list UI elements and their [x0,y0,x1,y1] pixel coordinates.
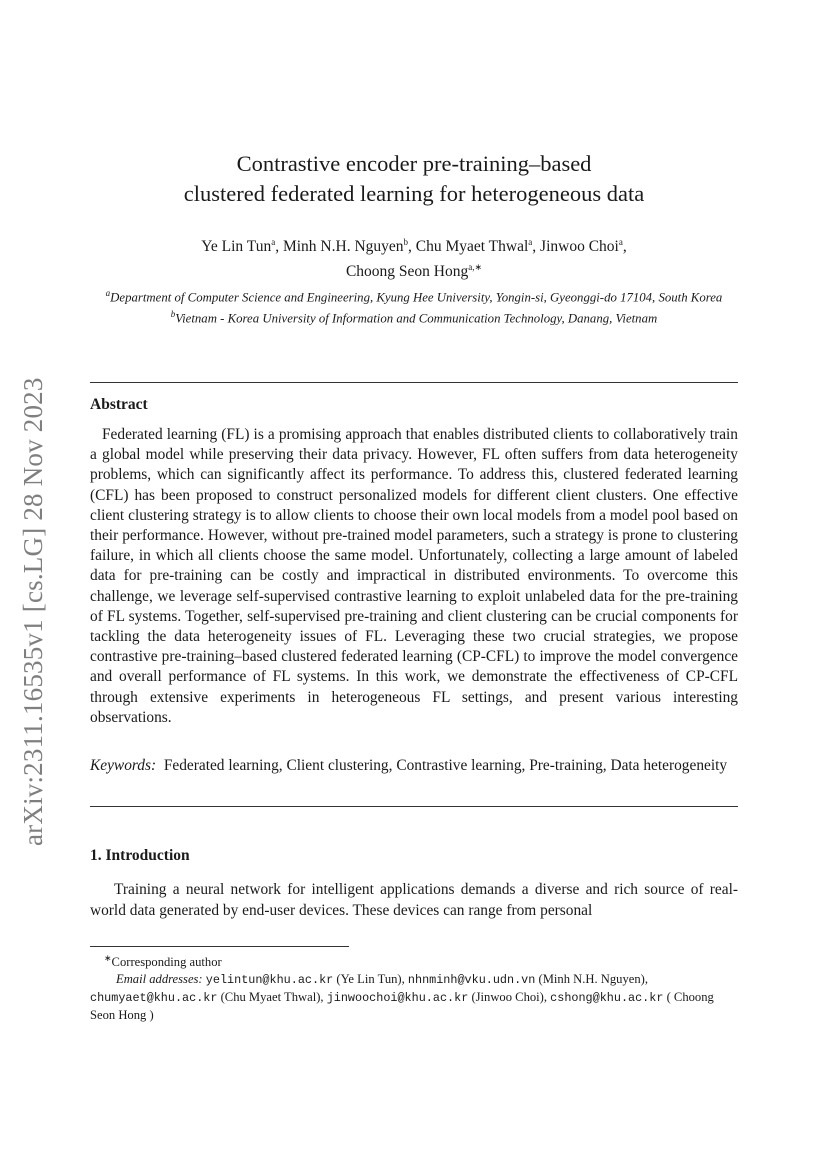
affiliation-a [90,285,738,306]
title-line-2: clustered federated learning for heterogeneous data [183,181,645,206]
email-link[interactable]: jinwoochoi@khu.ac.kr [326,991,469,1006]
footnote-corresponding [90,950,738,971]
email-label: Email addresses: [116,972,203,987]
footnote [90,950,738,1024]
email-owner: (Minh N.H. Nguyen), [538,972,648,987]
affiliations [90,285,738,327]
email-owner: (Jinwoo Choi), [471,990,551,1005]
affiliation-b [90,306,738,327]
keywords-text: Federated learning, Client clustering, Contrastive learning, Pre-training, Data heterogeneity [163,757,728,774]
author-affiliation-mark: b [403,237,409,247]
author-separator: , [532,238,541,256]
author-name: Minh N.H. Nguyen [282,238,404,256]
introduction-text: Training a neural network for intelligent applications demands a diverse and rich source of real-world data generated by end-user devices. These devices can range from personal [90,881,738,919]
author-name: Chu Myaet Thwal [415,238,529,256]
affiliation-mark: b [170,308,176,319]
email-link[interactable]: chumyaet@khu.ac.kr [90,991,218,1006]
footnote-corresponding-text: Corresponding author [111,955,222,970]
footnote-emails [90,971,738,1024]
affiliation-text: Department of Computer Science and Engineering, Kyung Hee University, Yongin-si, Gyeonggi-do 17104, South Korea [110,290,723,305]
abstract-bottom-rule [90,806,738,807]
author-name: Ye Lin Tun [201,238,272,256]
affiliation-text: Vietnam - Korea University of Information and Communication Technology, Danang, Vietnam [175,311,658,326]
author-affiliation-mark: a [618,237,623,247]
arxiv-identifier: arXiv:2311.16535v1 [cs.LG] 28 Nov 2023 [18,377,48,846]
author-affiliation-mark: a [271,237,276,247]
footnote-mark: ∗ [104,953,112,963]
keywords [90,756,738,776]
email-link[interactable]: nhnminh@vku.udn.vn [407,973,536,988]
author-line-1 [90,232,738,257]
title-line-1: Contrastive encoder pre-training–based [236,151,592,176]
author-separator: , [408,238,416,256]
email-owner: (Chu Myaet Thwal), [220,990,327,1005]
email-link[interactable]: yelintun@khu.ac.kr [205,973,334,988]
affiliation-mark: a [105,288,111,298]
section-heading-introduction: 1. Introduction [90,847,190,864]
abstract-top-rule [90,382,738,383]
author-list [90,232,738,282]
author-affiliation-mark: a,∗ [468,262,483,273]
author-name: Jinwoo Choi [540,238,619,256]
paper-title [90,149,738,209]
footnote-rule [90,946,349,947]
author-separator: , [622,238,627,256]
author-separator: , [275,238,283,256]
author-affiliation-mark: a [528,237,533,247]
email-link[interactable]: cshong@khu.ac.kr [550,991,664,1006]
author-line-2 [90,257,738,282]
email-owner: ( Choong Seon Hong ) [90,990,714,1023]
keywords-label: Keywords: [90,757,157,774]
email-owner: (Ye Lin Tun), [336,972,408,987]
author-name: Choong Seon Hong [345,263,469,281]
abstract-text: Federated learning (FL) is a promising approach that enables distributed clients to collaboratively train a global model while preserving their data privacy. However, FL often suffers from data heterogeneity problems, which can significantly affect its performance. To address this, clustered federated learning (CFL) has been proposed to construct personalized models for different client clusters. One effective client clustering strategy is to allow clients to choose their own local models from a model pool based on their performance. However, without pre-trained model parameters, such a strategy is prone to clustering failure, in which all clients choose the same model. Unfortunately, collecting a large amount of labeled data for pre-training can be costly and impractical in distributed environments. To overcome this challenge, we leverage self-supervised contrastive learning to exploit unlabeled data for the pre-training of FL systems. Together, self-supervised pre-training and client clustering can be crucial components for tackling the data heterogeneity issues of FL. Leveraging these two crucial strategies, we propose contrastive pre-training–based clustered federated learning (CP-CFL) to improve the model convergence and overall performance of FL systems. In this work, we demonstrate the effectiveness of CP-CFL through extensive experiments in heterogeneous FL settings, and present various interesting observations. [90,426,738,726]
abstract-heading: Abstract [90,396,148,413]
